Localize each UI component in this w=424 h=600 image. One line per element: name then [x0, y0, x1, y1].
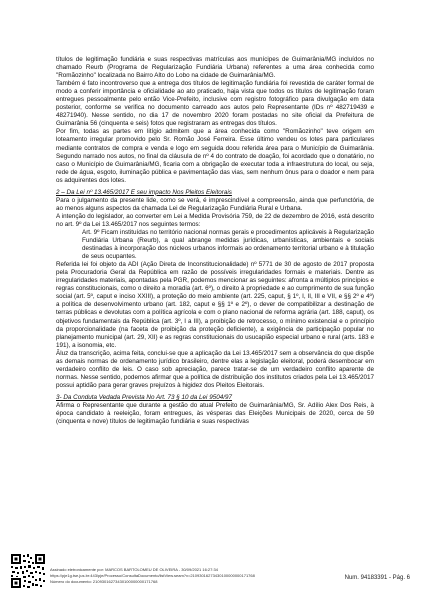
- paragraph: Ãluz da transcrição, acima feita, conclui-se que a aplicação da Lei 13.465/2017 sem a observância do que dispõe as demais normas de ordenamento jurídico brasileiro, dentre elas a legislação eleitoral, poderá desembocar em verdadeiro conflito de leis. O caso sob apreciação, parece tratar-se de um verdadeiro conflito aparente de normas. Nesse sentido, podemos afirmar que a política de distribuição dos institutos criados pela Lei 13.465/2017 possui aptidão para gerar graves prejuízos à higidez dos Pleitos Eleitorais.: [56, 349, 374, 389]
- qr-code-icon: [10, 553, 46, 589]
- section-heading: 2 – Da Lei nº 13.465/2017 E seu impacto Nos Pleitos Eleitorais: [56, 188, 232, 196]
- paragraph: Referida lei foi objeto da ADI (Ação Direta de Inconstitucionalidade) nº 5771 de 30 de agosto de 2017 proposta pela Procuradoria Geral da República em razão de possíveis irregularidades formais e materiais. Dentre as irregularidades materiais, apontadas pela PGR, podemos mencionar as seguintes: afronta a múltiplos princípios e regras constitucionais, como o direito a moradia (art. 6º), o direito à propriedade e ao cumprimento de sua função social (art. 5º, caput e inciso XXIII), a proteção do meio ambiente (art. 225, caput, § 1º, I, II, III e VII, e §§ 2º e 4º) a política de desenvolvimento urbano (art. 182, caput e §§ 1º e 2º), o dever de compatibilizar a destinação de terras públicas e devolutas com a política agrícola e com o plano nacional de reforma agrária (art. 188, caput), os objetivos fundamentais da República (art. 3º, I a III), a proibição de retrocesso, o mínimo existencial e o princípio da proporcionalidade (na faceta de proibição da proteção deficiente), a exigência de participação popular no planejamento municipal (art. 29, XII) e as regras constitucionais do usucapião especial urbano e rural (arts. 183 e 191), a isonomia, etc.: [56, 261, 374, 349]
- document-body: [56, 56, 374, 426]
- document-link[interactable]: https://pje1g.tse.jus.br:443/pje/Processo/ConsultaDocumento/listView.seam?x=21093016273430100000000171768: [50, 573, 255, 578]
- document-footer: [10, 553, 410, 593]
- paragraph: Também é fato incontroverso que a entrega dos títulos de legitimação fundiária foi revestida de caráter formal de modo a conferir importância e oficialidade ao ato praticado, haja vista que todos os títulos de legitimação foram entregues pessoalmente pelo então Vice-Prefeito, inclusive com registro fotográfico para divulgação em data posterior, conforme se verifica no documento carreado aos autos pelo Representante (IDs nº 482719439 e 48271940). Nesse sentido, no dia 17 de novembro 2020 foram postadas no site oficial da Prefeitura de Guimarânia 56 (cinquenta e seis) fotos que registraram as entregas dos títulos.: [56, 80, 374, 128]
- paragraph: títulos de legitimação fundiária e suas respectivas matrículas aos munícipes de Guimarânia/MG incluídos no chamado Reurb (Programa de Regularização Fundiária Urbana) referentes a uma área conhecida como "Romãozinho" localizada no Bairro Alto do Lobo na cidade de Guimarânia/MG.: [56, 56, 374, 80]
- signature-line: Assinado eletronicamente por: MARCOS BARTOLOMEU DE OLIVEIRA - 30/09/2021 16:27:34: [50, 567, 218, 572]
- paragraph: Por fim, todas as partes em litígio admitem que a área conhecida como "Romãozinho" teve origem em loteamento irregular promovido pelo Sr. Romão José Ferreira. Esse último vendeu os lotes para particulares mediante contratos de compra e venda e logo em seguida doou referida área para o Município de Guimarânia. Segundo narrado nos autos, no final da cláusula de nº 4 do contrato de doação, foi acordado que o donatário, no caso o Município de Guimarânia/MG, ficaria com a obrigação de executar toda a infraestrutura do local, ou seja, rede de água, esgoto, iluminação pública e pavimentação das vias, sem nenhum ônus para o doador e nem para os adquirentes dos lotes.: [56, 128, 374, 184]
- paragraph: A intenção do legislador, ao converter em Lei a Medida Provisória 759, de 22 de dezembro de 2016, está descrito no art. 9º da Lei 13.465/2017 nos seguintes termos:: [56, 212, 374, 228]
- paragraph: Para o julgamento da presente lide, como se verá, é imprescindível a compreensão, ainda que perfunctória, de ao menos alguns aspectos da chamada Lei de Regularização Fundiária Rural e Urbana.: [56, 196, 374, 212]
- section-heading: 3- Da Conduta Vedada Prevista No Art. 73 § 10 da Lei 9504/97: [56, 393, 232, 401]
- footer-meta: [50, 567, 255, 585]
- page-number: Num. 94183391 - Pág. 6: [344, 575, 410, 581]
- paragraph: Afirma o Representante que durante a gestão do atual Prefeito de Guimarânia/MG, Sr. Adílio Alex Dos Reis, à época candidato à reeleição, foram entregues, às vésperas das Eleições Municipais de 2020, cerca de 59 (cinquenta e nove) títulos de legitimação fundiária e suas respectivas: [56, 401, 374, 426]
- document-number: Número do documento: 21093016273430100000000171768: [50, 579, 158, 584]
- block-quote: Art. 9º Ficam instituídas no território nacional normas gerais e procedimentos aplicáveis à Regularização Fundiária Urbana (Reurb), a qual abrange medidas jurídicas, urbanísticas, ambientais e sociais destinadas à incorporação dos núcleos urbanos informais ao ordenamento territorial urbano e à titulação de seus ocupantes.: [82, 228, 374, 261]
